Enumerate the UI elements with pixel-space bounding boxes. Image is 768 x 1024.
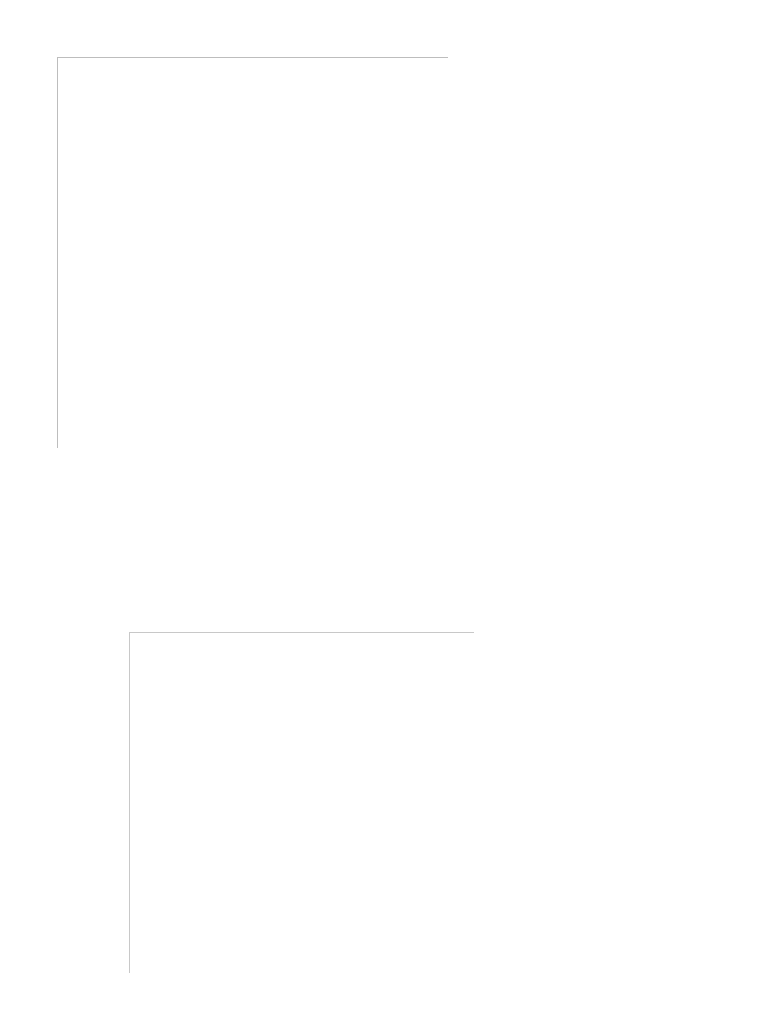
- solution-grid: [129, 632, 474, 973]
- puzzle-grid: [57, 57, 448, 448]
